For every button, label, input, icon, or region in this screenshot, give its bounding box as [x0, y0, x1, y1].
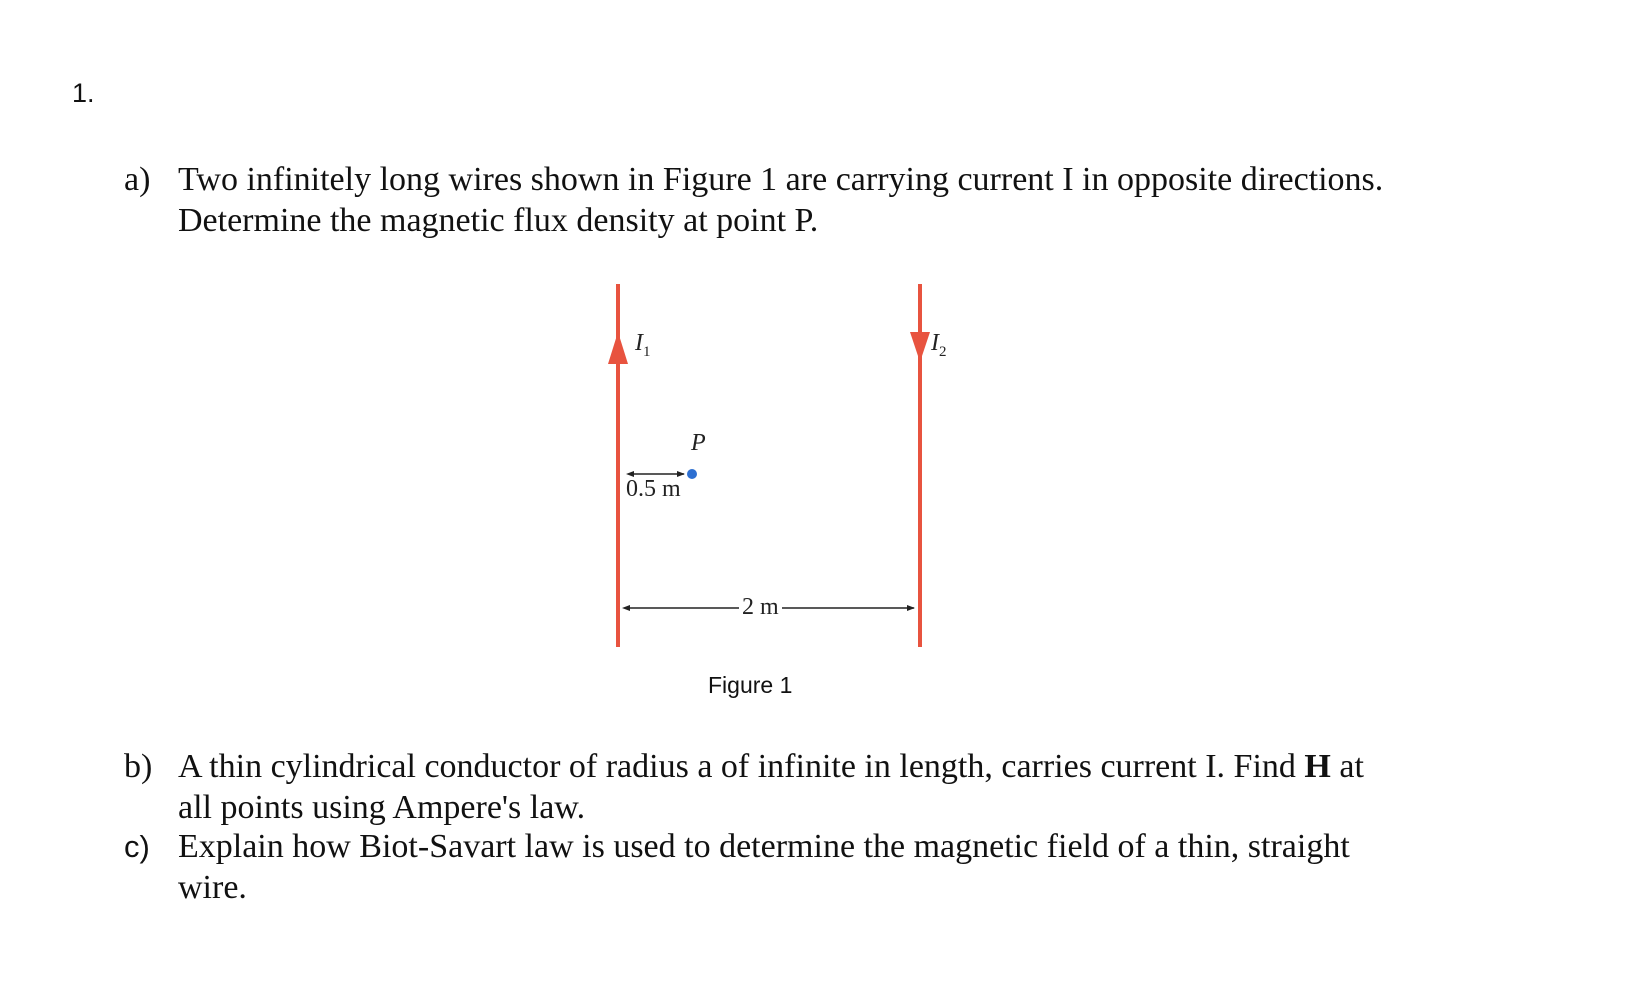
- part-b-line-1: [178, 746, 1568, 787]
- part-a-line-1: Two infinitely long wires shown in Figure 1 are carrying current I in opposite directions.: [178, 161, 1384, 198]
- part-c: [124, 826, 1584, 910]
- figure-caption: Figure 1: [708, 672, 793, 698]
- wire-1-arrow-icon: [608, 332, 628, 364]
- part-a-label: a): [124, 161, 151, 198]
- wire-2-arrow-icon: [910, 332, 930, 362]
- wire-1-label: $I_1$: [635, 330, 651, 360]
- part-a-line-2: Determine the magnetic flux density at point P.: [178, 202, 819, 239]
- question-number: 1.: [72, 78, 95, 108]
- part-c-line-2: wire.: [178, 869, 247, 906]
- part-b: [124, 746, 1584, 830]
- part-b-line-1-bold: H: [1304, 748, 1331, 785]
- part-b-text: [178, 746, 1568, 828]
- part-a-text: [178, 159, 1578, 241]
- wire-2-label: $I_2$: [931, 330, 947, 360]
- distance-wires-label: 2 m: [739, 594, 782, 621]
- part-b-line-1-post: at: [1330, 748, 1364, 785]
- distance-p-label: 0.5 m: [626, 476, 681, 502]
- part-c-line-1: Explain how Biot-Savart law is used to determine the magnetic field of a thin, straight: [178, 828, 1350, 865]
- figure-1-diagram: [560, 270, 1020, 670]
- part-c-label: c): [124, 829, 150, 864]
- part-b-line-2: all points using Ampere's law.: [178, 789, 586, 826]
- wires-diagram: [560, 270, 1020, 670]
- point-p: [687, 469, 697, 479]
- part-b-line-1-pre: A thin cylindrical conductor of radius a of infinite in length, carries current I. Find: [178, 748, 1305, 785]
- part-b-label: b): [124, 748, 153, 785]
- distance-wires-arrow-tail: [622, 605, 630, 611]
- part-a: [124, 159, 1584, 243]
- part-c-text: [178, 826, 1568, 908]
- point-p-label: P: [691, 430, 706, 456]
